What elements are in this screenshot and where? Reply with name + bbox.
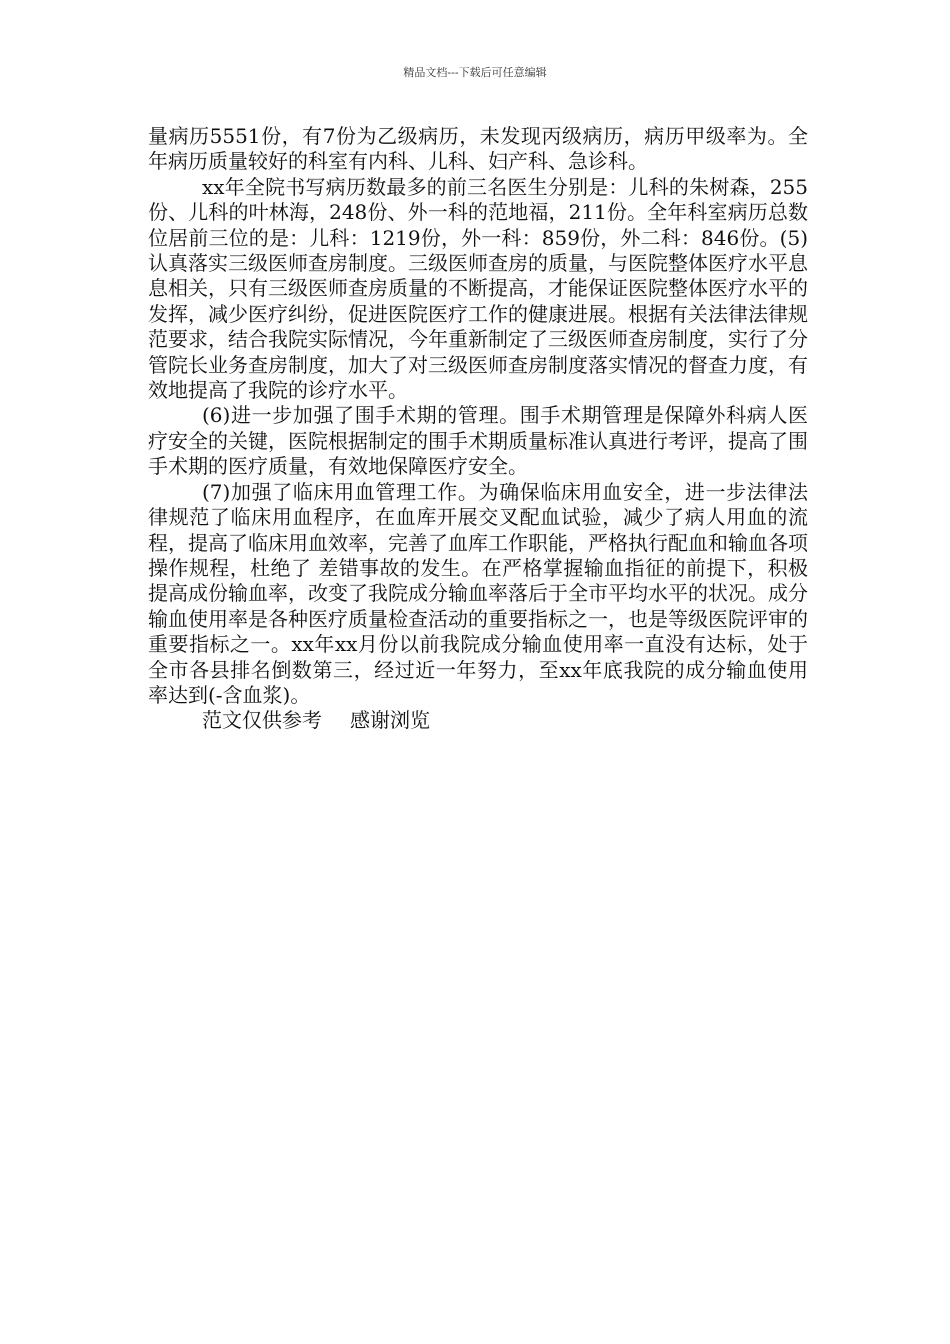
paragraph-3: (6)进一步加强了围手术期的管理。围手术期管理是保障外科病人医疗安全的关键，医院根据制定的围手术期质量标准认真进行考评，提高了围手术期的医疗质量，有效地保障医疗安全。 bbox=[148, 403, 808, 479]
footer-right-text: 感谢浏览 bbox=[350, 708, 430, 733]
footer-left-text: 范文仅供参考 bbox=[202, 708, 322, 733]
document-body bbox=[148, 124, 808, 734]
paragraph-4: (7)加强了临床用血管理工作。为确保临床用血安全，进一步法律法律规范了临床用血程序，在血库开展交叉配血试验，减少了病人用血的流程，提高了临床用血效率，完善了血库工作职能，严格执行配血和输血各项操作规程，杜绝了 差错事故的发生。在严格掌握输血指征的前提下，积极提高成份输血率，改变了我院成分输血率落后于全市平均水平的状况。成分输血使用率是各种医疗质量检查活动的重要指标之一，也是等级医院评审的重要指标之一。xx年xx月份以前我院成分输血使用率一直没有达标，处于全市各县排名倒数第三，经过近一年努力，至xx年底我院的成分输血使用率达到(-含血浆)。 bbox=[148, 479, 808, 707]
page-header: 精品文档---下载后可任意编辑 bbox=[403, 66, 547, 79]
paragraph-2: xx年全院书写病历数最多的前三名医生分别是：儿科的朱树森，255份、儿科的叶林海，248份、外一科的范地福，211份。全年科室病历总数位居前三位的是：儿科：1219份，外一科：859份，外二科：846份。(5)认真落实三级医师查房制度。三级医师查房的质量，与医院整体医疗水平息息相关，只有三级医师查房质量的不断提高，才能保证医院整体医疗水平的发挥，减少医疗纠纷，促进医院医疗工作的健康进展。根据有关法律法律规范要求，结合我院实际情况，今年重新制定了三级医师查房制度，实行了分管院长业务查房制度，加大了对三级医师查房制度落实情况的督查力度，有效地提高了我院的诊疗水平。 bbox=[148, 174, 808, 403]
paragraph-1: 量病历5551份，有7份为乙级病历，未发现丙级病历，病历甲级率为。全年病历质量较好的科室有内科、儿科、妇产科、急诊科。 bbox=[148, 124, 808, 174]
footer-note bbox=[148, 708, 808, 733]
